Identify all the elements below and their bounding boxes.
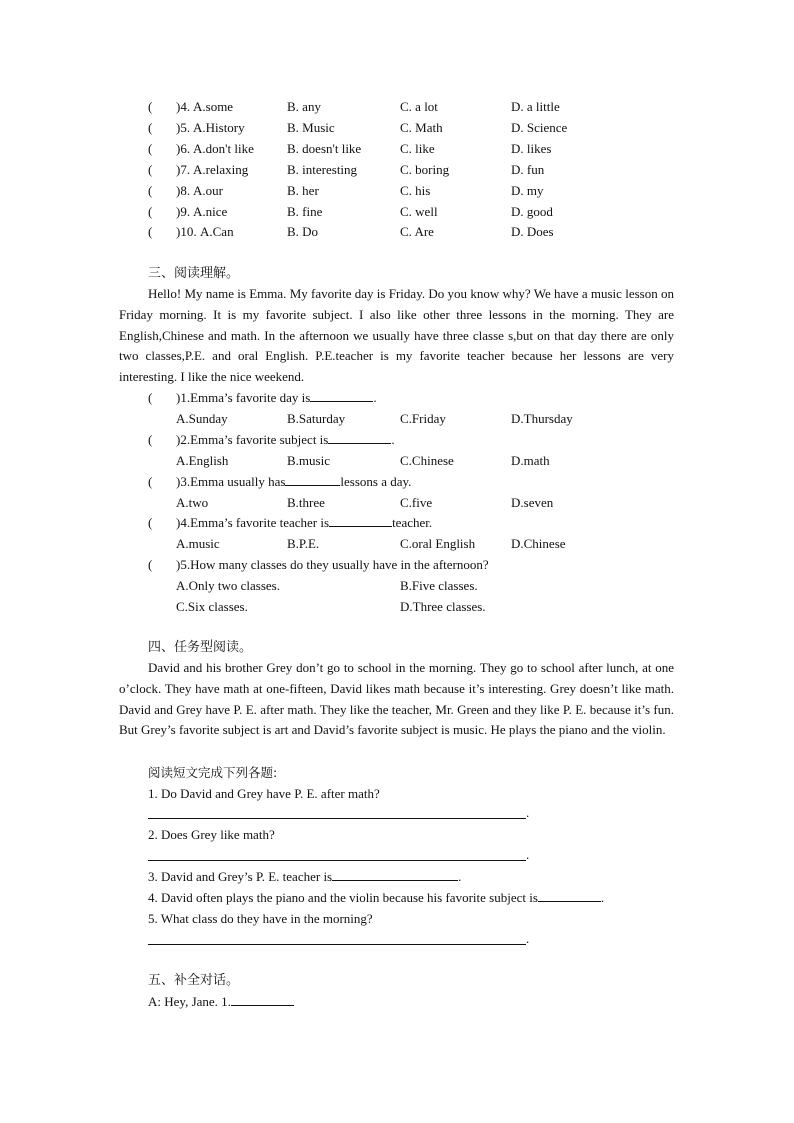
question-stem-wrap [176,471,411,492]
option-a[interactable]: A.some [193,99,234,114]
question-end: . [391,432,395,447]
answer-blank[interactable] [328,431,391,444]
option-a[interactable]: A.nice [193,203,228,219]
question-number: )4. [176,99,191,114]
option-a[interactable]: A.Can [200,224,234,240]
answer-line-2-period: . [526,847,530,862]
option-b[interactable]: B. Do [287,224,319,240]
dialogue-text: A: Hey, Jane. 1. [148,994,231,1009]
answer-line-1[interactable] [148,818,526,819]
answer-paren[interactable]: ( [148,432,153,447]
option-d[interactable]: D. Does [511,224,554,240]
period: . [458,869,462,884]
task-question-4 [148,887,604,908]
question-text: 3. David and Grey’s P. E. teacher is [148,869,333,884]
option-c[interactable]: C.Chinese [400,453,454,468]
option-b[interactable]: B.Saturday [287,411,346,426]
question-end: teacher. [392,515,433,530]
question-stem-wrap [176,429,395,450]
option-d[interactable]: D. my [511,182,544,198]
section-five-heading: 五、补全对话。 [148,973,240,988]
task-reading-passage: David and his brother Grey don’t go to school in the morning. They go to school after lunch, at one o’clock. They have math at one-fifteen, David likes math because it’s interesting. Grey doesn’t like math. David and Grey have P. E. after math. They like the teacher, Mr. Green and they like P. E. because it’s fun. But Grey’s favorite subject is art and David’s favorite subject is music. He plays the piano and the violin. [119,660,674,738]
option-c[interactable]: C. like [400,140,435,156]
task-question-1: 1. Do David and Grey have P. E. after math? [148,786,380,801]
question-number: )7. [176,161,191,177]
option-c[interactable]: C. his [400,182,431,198]
option-b[interactable]: B. any [287,99,321,114]
option-d[interactable]: D.Three classes. [400,599,486,614]
option-c[interactable]: C.oral English [400,536,476,551]
option-a[interactable]: A.English [176,453,229,468]
option-b[interactable]: B.P.E. [287,536,320,551]
option-d[interactable]: D. likes [511,140,552,156]
option-c[interactable]: C.five [400,495,433,510]
answer-paren[interactable]: ( [148,182,153,198]
option-b[interactable]: B.three [287,495,325,510]
question-number: )8. [176,182,191,198]
answer-line-5-period: . [526,931,530,946]
question-stem: )1.Emma’s favorite day is [176,390,311,405]
question-stem: )5.How many classes do they usually have in the afternoon? [176,557,489,572]
question-stem: )3.Emma usually has [176,474,286,489]
option-d[interactable]: D. fun [511,161,545,177]
option-b[interactable]: B. doesn't like [287,140,362,156]
answer-paren[interactable]: ( [148,203,153,219]
option-a[interactable]: A.music [176,536,220,551]
option-a[interactable]: A.our [193,182,223,198]
dialogue-line-1 [148,991,294,1012]
section-three-passage [119,284,674,388]
option-c[interactable]: C. well [400,203,438,219]
answer-paren[interactable]: ( [148,390,153,405]
question-stem-wrap [176,387,377,408]
option-b[interactable]: B. fine [287,203,323,219]
answer-paren[interactable]: ( [148,557,153,572]
section-four-heading: 四、任务型阅读。 [148,640,253,655]
answer-paren[interactable]: ( [148,99,153,114]
option-d[interactable]: D. Science [511,119,568,135]
answer-line-5[interactable] [148,944,526,945]
question-number: )5. [176,119,191,135]
section-four-passage [119,658,674,741]
option-c[interactable]: C. Are [400,224,434,240]
option-c[interactable]: C. a lot [400,99,438,114]
option-b[interactable]: B. her [287,182,319,198]
question-number: )6. [176,140,191,156]
option-a[interactable]: A.two [176,495,209,510]
question-number: )9. [176,203,191,219]
option-a[interactable]: A.relaxing [193,161,249,177]
question-end: . [373,390,377,405]
answer-blank[interactable] [310,389,373,402]
dialogue-blank-1[interactable] [231,993,294,1006]
question-stem: )2.Emma’s favorite subject is [176,432,329,447]
option-b[interactable]: B.Five classes. [400,578,478,593]
option-b[interactable]: B. interesting [287,161,358,177]
answer-paren[interactable]: ( [148,140,153,156]
answer-paren[interactable]: ( [148,474,153,489]
question-stem: )4.Emma’s favorite teacher is [176,515,330,530]
answer-blank[interactable] [538,889,601,902]
question-stem-wrap [176,512,432,533]
option-d[interactable]: D. a little [511,99,560,114]
answer-blank[interactable] [332,868,458,881]
answer-line-2[interactable] [148,860,526,861]
answer-paren[interactable]: ( [148,161,153,177]
question-number: )10. [176,224,197,240]
option-b[interactable]: B. Music [287,119,335,135]
answer-paren[interactable]: ( [148,515,153,530]
option-a[interactable]: A.Sunday [176,411,228,426]
task-question-2: 2. Does Grey like math? [148,827,275,842]
option-b[interactable]: B.music [287,453,330,468]
option-d[interactable]: D.seven [511,495,554,510]
section-three-heading: 三、阅读理解。 [148,266,240,281]
task-instruction: 阅读短文完成下列各题: [148,765,278,780]
option-c[interactable]: C.Six classes. [176,599,248,614]
question-end: lessons a day. [340,474,412,489]
task-question-3 [148,866,461,887]
option-d[interactable]: D. good [511,203,553,219]
period: . [600,890,605,905]
answer-line-1-period: . [526,805,530,820]
option-c[interactable]: C. boring [400,161,450,177]
question-text: 4. David often plays the piano and the violin because his favorite subject is [148,890,538,905]
option-d[interactable]: D.math [511,453,550,468]
answer-blank[interactable] [329,514,392,527]
option-d[interactable]: D.Thursday [511,411,573,426]
answer-paren[interactable]: ( [148,224,153,240]
option-d[interactable]: D.Chinese [511,536,566,551]
answer-blank[interactable] [285,473,340,486]
option-c[interactable]: C.Friday [400,411,446,426]
option-a[interactable]: A.Only two classes. [176,578,280,593]
option-c[interactable]: C. Math [400,119,443,135]
option-a[interactable]: A.don't like [193,140,254,156]
reading-passage: Hello! My name is Emma. My favorite day is Friday. Do you know why? We have a music lesson on Friday morning. It is my favorite subject. I also like other three lessons in the morning. They are English,Chinese and math. In the afternoon we usually have three classe s,but on that day there are only two classes,P.E. and oral English. P.E.teacher is my favorite teacher because her lessons are very interesting. I like the nice weekend. [119,286,674,385]
option-a[interactable]: A.History [193,119,245,135]
task-question-5: 5. What class do they have in the morning? [148,911,373,926]
answer-paren[interactable]: ( [148,119,153,135]
